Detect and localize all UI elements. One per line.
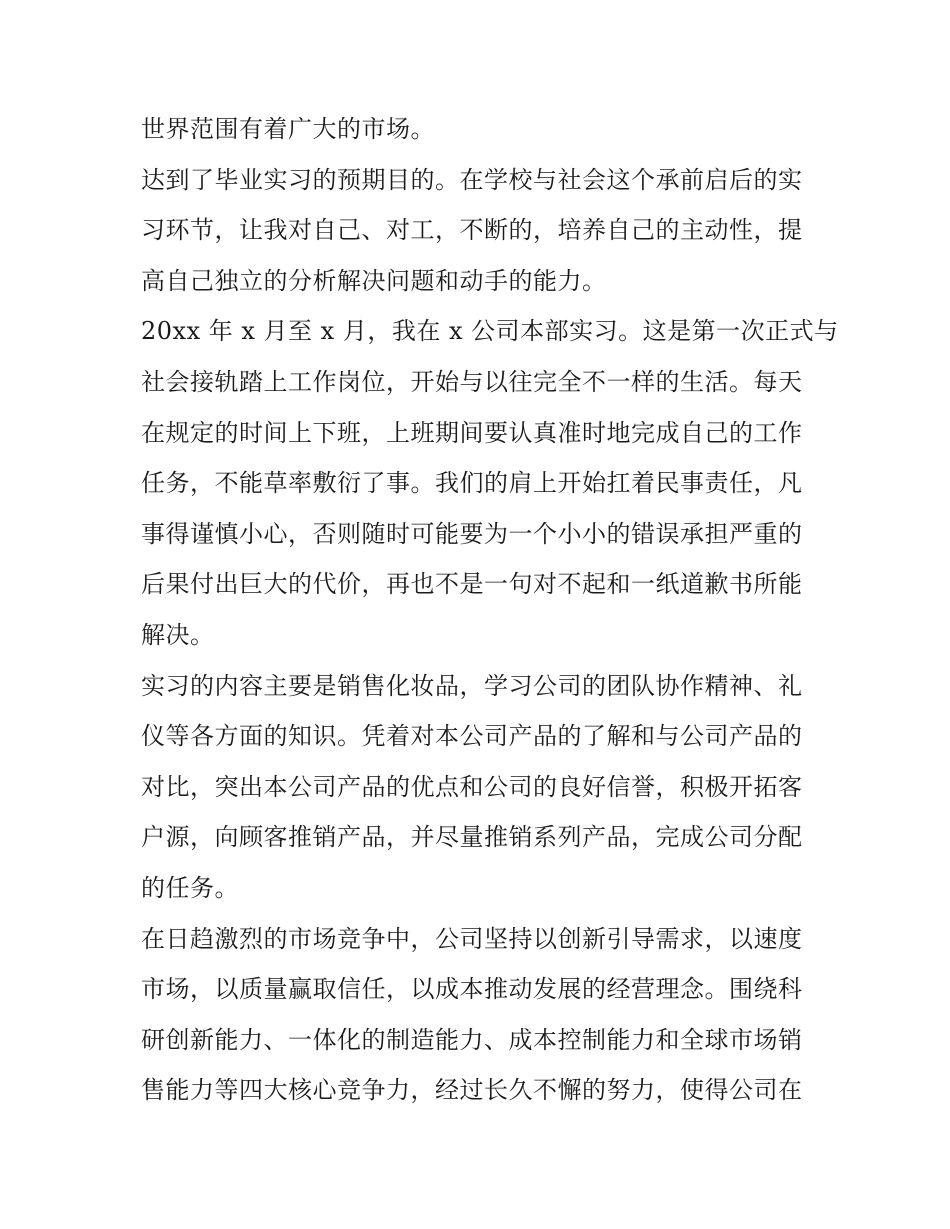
text-line: 对比，突出本公司产品的优点和公司的良好信誉，积极开拓客 <box>141 772 803 801</box>
text-line: 仪等各方面的知识。凭着对本公司产品的了解和与公司产品的 <box>141 722 803 751</box>
text-line: 实习的内容主要是销售化妆品，学习公司的团队协作精神、礼 <box>141 671 803 700</box>
text-line: 世界范围有着广大的市场。 <box>141 115 435 143</box>
text-line: 高自己独立的分析解决问题和动手的能力。 <box>141 266 607 295</box>
text-line: 在日趋激烈的市场竞争中，公司坚持以创新引导需求，以速度 <box>141 924 803 953</box>
text-line: 研创新能力、一体化的制造能力、成本控制能力和全球市场销 <box>141 1025 803 1054</box>
text-line: 习环节，让我对自己、对工，不断的，培养自己的主动性，提 <box>141 216 803 245</box>
text-line: 在规定的时间上下班，上班期间要认真准时地完成自己的工作 <box>141 418 803 447</box>
text-line: 售能力等四大核心竞争力，经过长久不懈的努力，使得公司在 <box>141 1076 803 1105</box>
text-line: 任务，不能草率敷衍了事。我们的肩上开始扛着民事责任，凡 <box>141 469 803 498</box>
text-line: 解决。 <box>141 620 215 649</box>
text-line: 市场，以质量赢取信任，以成本推动发展的经营理念。围绕科 <box>141 975 803 1004</box>
text-line: 20xx 年 x 月至 x 月，我在 x 公司本部实习。这是第一次正式与 <box>141 317 839 346</box>
document-body <box>141 104 839 1116</box>
text-line: 的任务。 <box>141 873 239 902</box>
text-line: 社会接轨踏上工作岗位，开始与以往完全不一样的生活。每天 <box>141 367 803 396</box>
text-line: 事得谨慎小心，否则随时可能要为一个小小的错误承担严重的 <box>141 519 803 548</box>
text-line: 后果付出巨大的代价，再也不是一句对不起和一纸道歉书所能 <box>141 570 803 599</box>
text-line: 户源，向顾客推销产品，并尽量推销系列产品，完成公司分配 <box>141 823 803 852</box>
text-line: 达到了毕业实习的预期目的。在学校与社会这个承前启后的实 <box>141 165 803 194</box>
